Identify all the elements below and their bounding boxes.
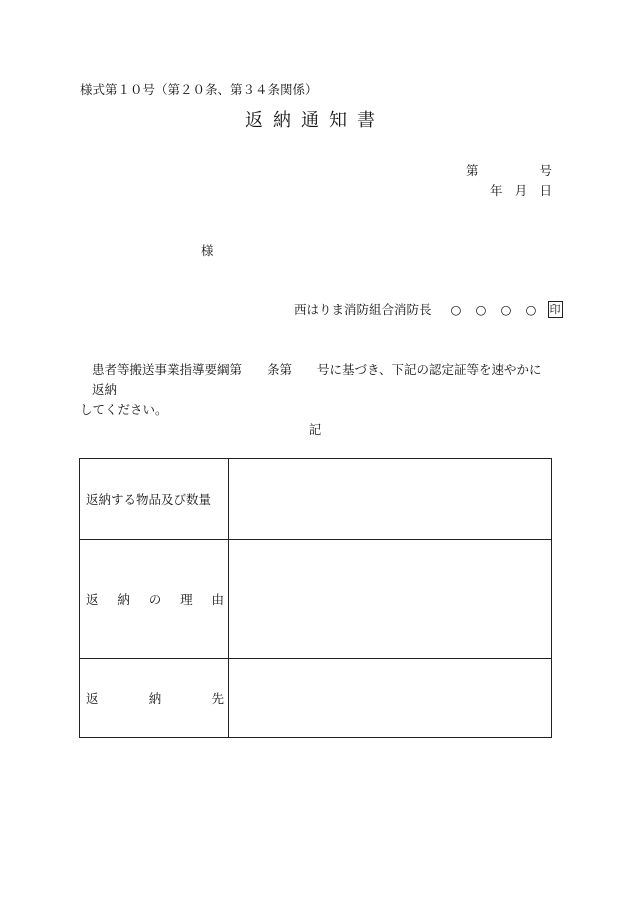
row-label-text [86,689,224,707]
row-value-reason[interactable] [229,540,552,659]
table-row [80,540,552,659]
label-char: 理 [180,592,193,607]
table-row [80,459,552,540]
label-char: 返 [86,592,99,607]
label-char: 由 [211,592,224,607]
body-text-line: してください。 [80,402,168,417]
row-label-items [80,459,229,540]
reference-dai: 第 [466,163,479,178]
reference-number [466,161,552,179]
row-label-text [86,590,224,608]
label-char: 返 [86,691,99,706]
name-placeholder-circle: ○ [525,301,537,317]
detail-table [79,458,552,738]
body-text-line: 患者等搬送事業指導要綱第 条第 号に基づき、下記の認定証等を速やかに返納 [92,362,542,397]
issuer-title: 西はりま消防組合消防長 [294,302,432,317]
name-placeholder-circle: ○ [475,301,487,317]
reference-go: 号 [539,163,552,178]
record-heading: 記 [308,422,322,437]
row-label-text: 返納する物品及び数量 [86,492,212,507]
issuer-row [294,300,563,318]
row-label-destination [80,659,229,738]
row-value-destination[interactable] [229,659,552,738]
name-placeholder-circle: ○ [500,301,512,317]
date-year: 年 [490,183,503,198]
addressee-honorific: 様 [201,243,214,258]
label-char: 先 [211,691,224,706]
table-row [80,659,552,738]
date-month: 月 [514,183,528,198]
label-char: の [148,592,162,607]
form-number: 様式第１０号（第２０条、第３４条関係） [80,82,318,97]
row-value-items[interactable] [229,459,552,540]
document-title: 返納通知書 [245,110,385,131]
name-placeholder-circle: ○ [450,301,462,317]
label-char: 納 [148,691,162,706]
body-text [80,360,552,420]
seal-mark: 印 [549,302,561,316]
date-day: 日 [539,183,552,198]
row-label-reason [80,540,229,659]
label-char: 納 [117,592,130,607]
date-line [490,181,552,199]
